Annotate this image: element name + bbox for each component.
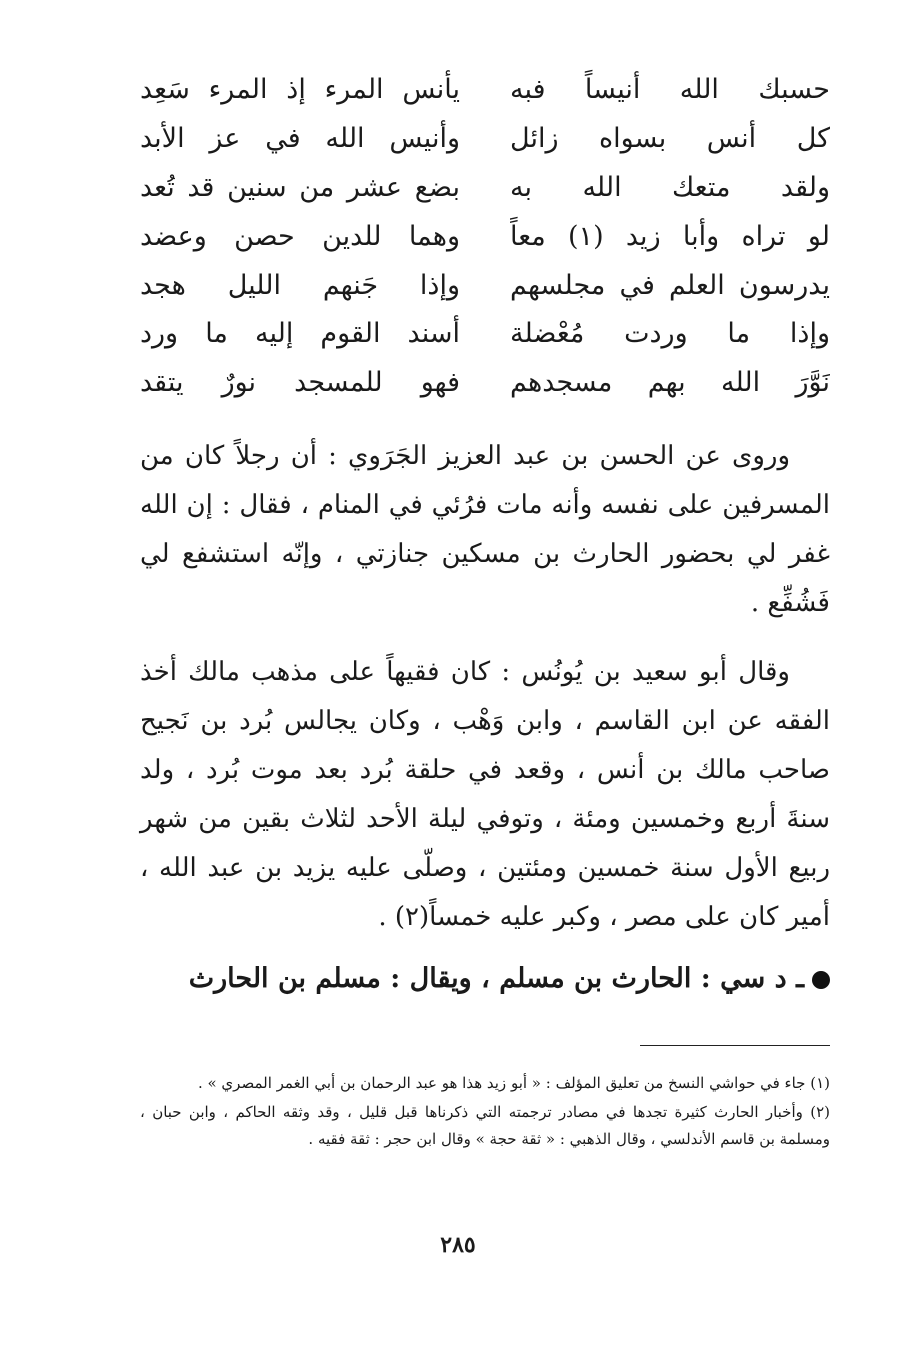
verse-second-hemistich: وأنيس الله في عز الأبد [140,123,460,155]
footnote-separator [640,1045,830,1046]
poem-verse [140,164,830,213]
poem-verse [140,359,830,408]
poem-verse [140,66,830,115]
paragraph-abu-said-narration [140,648,830,942]
verse-first-hemistich: حسبك الله أنيساً فبه [510,74,830,106]
footnotes [140,1070,830,1155]
poem-verse [140,310,830,359]
verse-first-hemistich: وإذا ما وردت مُعْضلة [510,318,830,350]
verse-first-hemistich: نَوَّرَ الله بهم مسجدهم [510,367,830,399]
paragraph-text: وروى عن الحسن بن عبد العزيز الجَرَوي : أن رجلاً كان من المسرفين على نفسه وأنه مات فرُئي في المنام ، فقال : إن الله غفر لي بحضور الحارث بن مسكين جنازتي ، وإنّه استشفع لي فَشُفِّع . [140,441,830,618]
verse-second-hemistich: فهو للمسجد نورٌ يتقد [140,367,460,399]
page-number: ٢٨٥ [440,1232,476,1258]
verse-first-hemistich: يدرسون العلم في مجلسهم [510,269,830,301]
verse-first-hemistich: كل أنس بسواه زائل [510,123,830,155]
paragraph-hasan-narration [140,432,830,628]
verse-second-hemistich: أسند القوم إليه ما ورد [140,318,460,350]
footnote-1: (١) جاء في حواشي النسخ من تعليق المؤلف : « أبو زيد هذا هو عبد الرحمان بن أبي الغمر المصري » . [197,1074,830,1092]
verse-second-hemistich: وإذا جَنهم الليل هجد [140,269,460,301]
poem-verse [140,261,830,310]
bullet-icon [812,971,830,989]
verse-first-hemistich: ولقد متعك الله به [510,171,830,203]
verse-second-hemistich: وهما للدين حصن وعضد [140,220,460,252]
poem-verse [140,212,830,261]
verse-second-hemistich: يأنس المرء إذ المرء سَعِد [140,74,460,106]
poem [140,66,830,408]
poem-verse [140,115,830,164]
footnote-2: (٢) وأخبار الحارث كثيرة تجدها في مصادر ترجمته التي ذكرناها قبل قليل ، وقد وثقه الحاكم ، وابن حبان ، ومسلمة بن قاسم الأندلسي ، وقال الذهبي : « ثقة حجة » وقال ابن حجر : ثقة فقيه . [140,1103,830,1148]
paragraph-text: وقال أبو سعيد بن يُونُس : كان فقيهاً على مذهب مالك أخذ الفقه عن ابن القاسم ، وابن وَهْب ، وكان يجالس بُرد بن نَجيح صاحب مالك بن أنس ، وقعد في حلقة بُرد بعد موت بُرد ، ولد سنةَ أربع وخمسين ومئة ، وتوفي ليلة الأحد لثلاث بقين من شهر ربيع الأول سنة خمسين ومئتين ، وصلّى عليه يزيد بن عبد الله ، أمير كان على مصر ، وكبر عليه خمساً(٢) . [140,657,830,932]
verse-second-hemistich: بضع عشر من سنين قد تُعد [140,171,460,203]
biography-entry-heading [140,955,830,1003]
verse-first-hemistich: لو تراه وأبا زيد (١) معاً [510,220,830,252]
entry-heading-text: ـ د سي : الحارث بن مسلم ، ويقال : مسلم بن الحارث [188,963,804,994]
